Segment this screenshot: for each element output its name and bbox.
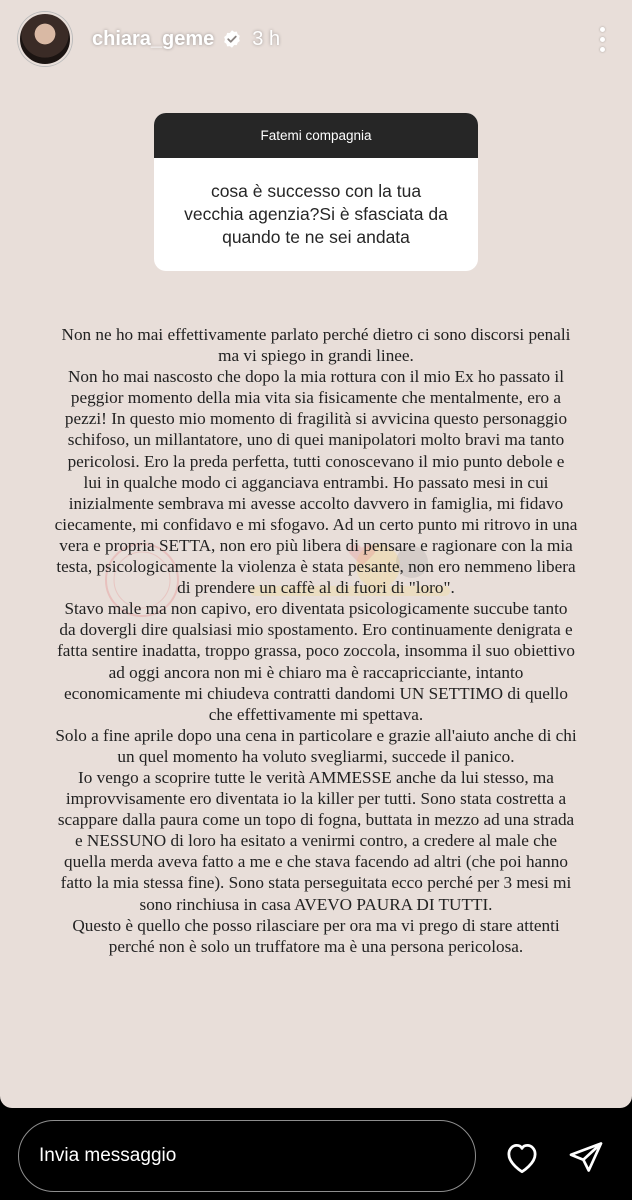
story-line: fatto la mia stessa fine). Sono stata perseguitata ecco perché per 3 mesi mi (60, 873, 572, 893)
story-line: sono rinchiusa in casa AVEVO PAURA DI TUTTI. (139, 894, 493, 914)
username[interactable]: chiara_geme (92, 27, 215, 50)
story-line: e NESSUNO di loro ha esitato a venirmi contro, a credere al male che (74, 831, 558, 851)
story-line: Non ho mai nascosto che dopo la mia rottura con il mio Ex ho passato il (68, 367, 564, 387)
story-line: inizialmente sembrava mi avesse accolto davvero in famiglia, mi fidavo (68, 493, 564, 513)
story-line: testa, psicologicamente la violenza è stata pesante, non ero nemmeno libera (56, 557, 576, 577)
story-line: Questo è quello che posso rilasciare per ora ma vi prego di stare attenti (72, 915, 560, 935)
verified-badge-icon (222, 29, 242, 49)
story-line: perché non è solo un truffatore ma è una persona pericolosa. (108, 936, 524, 956)
question-sticker-text: cosa è successo con la tua vecchia agenzia?Si è sfasciata da quando te ne sei andata (184, 181, 448, 247)
story-line: un quel momento ha voluto svegliarmi, succede il panico. (117, 746, 515, 766)
story-line: Stavo male ma non capivo, ero diventata psicologicamente succube tanto (64, 599, 568, 619)
question-sticker[interactable] (154, 113, 478, 271)
story-line: improvvisamente ero diventata io la killer per tutti. Sono stata costretta a (65, 789, 567, 809)
story-line: pezzi! In questo mio momento di fragilità si avvicina questo personaggio (64, 409, 568, 429)
story-line: pericolosi. Ero la preda perfetta, tutti conoscevano il mio punto debole e (67, 451, 565, 471)
question-sticker-title: Fatemi compagnia (154, 113, 478, 158)
story-header (18, 12, 614, 66)
story-line: economicamente mi chiudeva contratti dandomi UN SETTIMO di quello (63, 683, 569, 703)
story-line: scappare dalla paura come un topo di fogna, buttata in mezzo ad una strada (57, 810, 575, 830)
heart-icon[interactable] (502, 1138, 542, 1176)
story-line: quella merda aveva fatto a me e che stava facendo ad altri (che poi hanno (64, 852, 568, 872)
story-line: che effettivamente mi spettava. (208, 704, 424, 724)
reply-bar (0, 1108, 632, 1200)
post-time: 3 h (252, 27, 281, 50)
story-line: Non ne ho mai effettivamente parlato perché dietro ci sono discorsi penali (61, 325, 571, 344)
story-line: lui in qualche modo ci agganciava entrambi. Ho passato mesi in cui (83, 472, 549, 492)
story-line: fatta sentire inadatta, troppo grassa, poco zoccola, insomma il suo obiettivo (57, 641, 575, 661)
story-line: di prendere un caffè al di fuori di "loro". (177, 578, 455, 598)
story-line: da dovergli dire qualsiasi mio spostamento. Ero continuamente denigrata e (59, 620, 573, 640)
story-line: ad oggi ancora non mi è chiaro ma è raccapricciante, intanto (108, 662, 524, 682)
story-line: vera e propria SETTA, non ero più libera di pensare e ragionare con la mia (59, 535, 573, 555)
send-icon[interactable] (566, 1138, 606, 1176)
story-text (22, 324, 610, 957)
story-line: ciecamente, mi confidavo e mi sfogavo. Ad un certo punto mi ritrovo in una (54, 514, 578, 534)
more-options-icon[interactable] (590, 19, 614, 59)
story-line: schifoso, un millantatore, uno di quei manipolatori molto bravi ma tanto (67, 430, 565, 450)
story-line: ma vi spiego in grandi linee. (218, 346, 414, 366)
story-line: peggior momento della mia vita sia fisicamente che mentalmente, ero a (70, 388, 562, 408)
story-line: Io vengo a scoprire tutte le verità AMMESSE anche da lui stesso, ma (78, 767, 554, 787)
send-message-input[interactable]: Invia messaggio (18, 1120, 476, 1192)
avatar[interactable] (18, 12, 72, 66)
story-line: Solo a fine aprile dopo una cena in particolare e grazie all'aiuto anche di chi (55, 725, 577, 745)
